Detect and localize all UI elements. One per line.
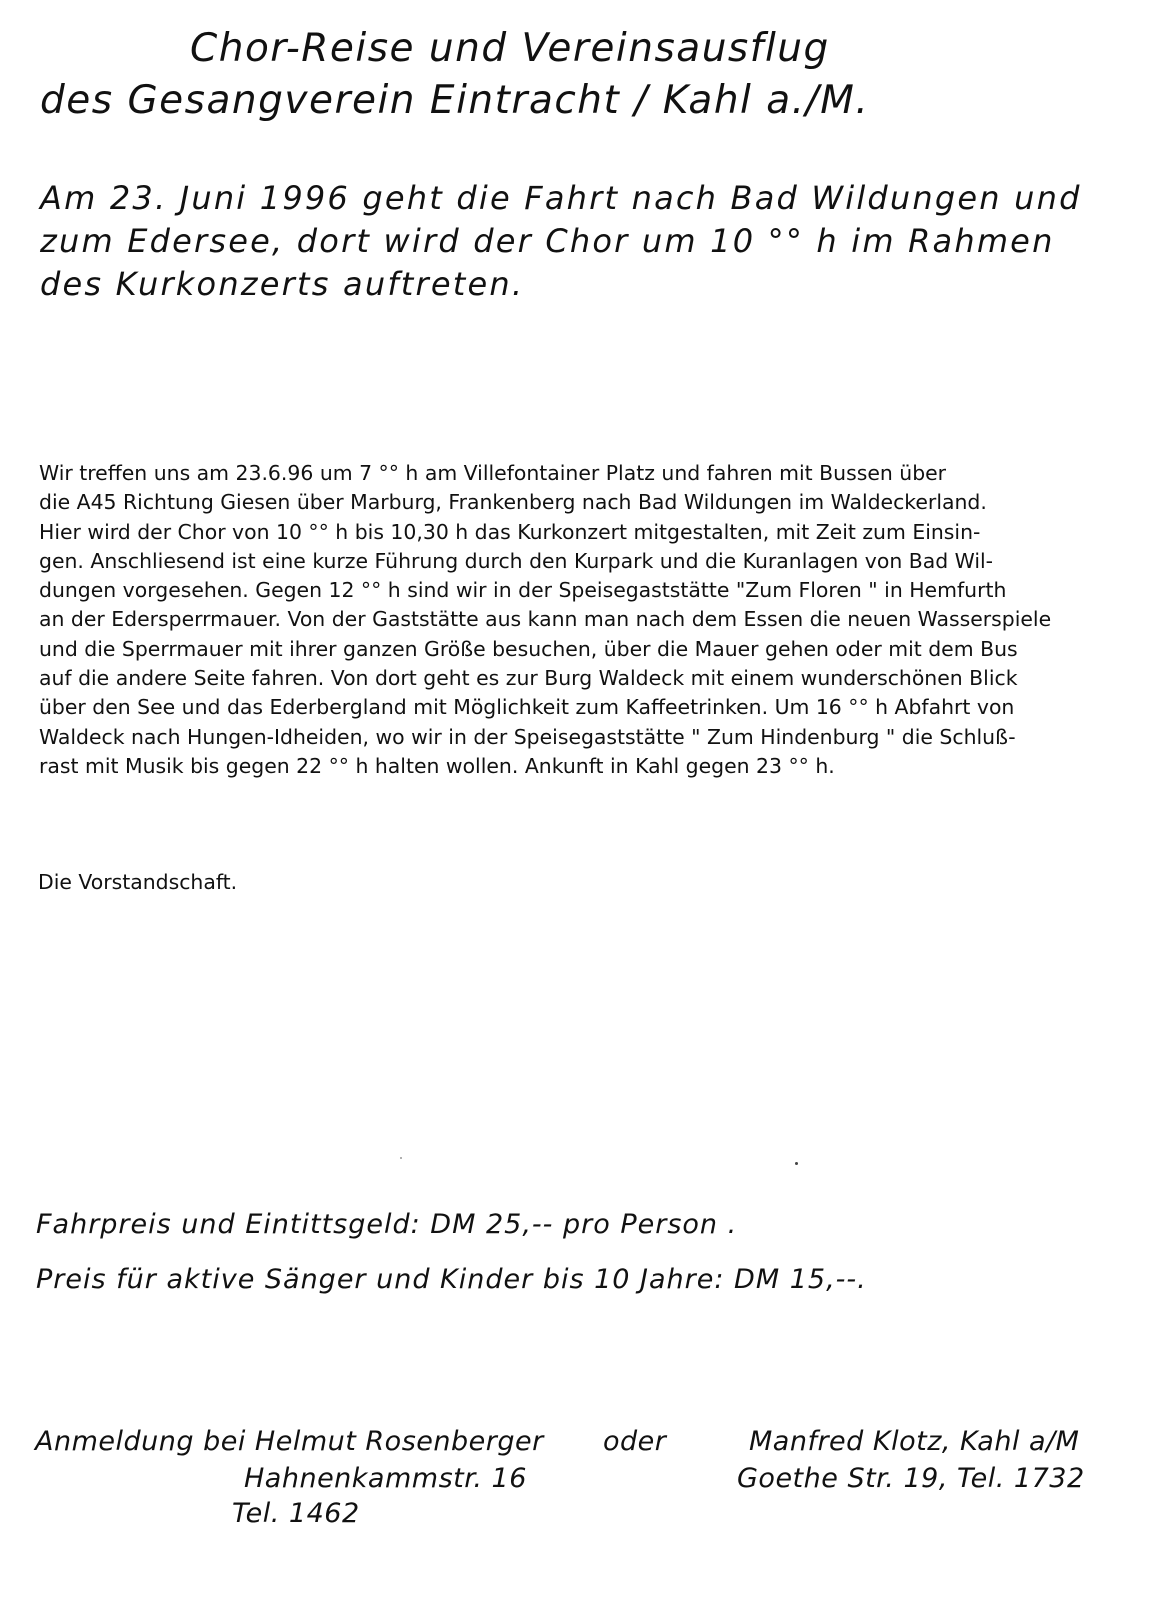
contact-separator: oder [603,1426,667,1457]
itinerary-line: über den See und das Ederbergland mit Möglichkeit zum Kaffeetrinken. Um 16 °° h Abfahrt von [39,695,1015,720]
document-title-line-1: Chor-Reise und Vereinsausflug [190,26,830,71]
intro-line-2: zum Edersee, dort wird der Chor um 10 °° h im Rahmen [40,222,1055,260]
contact-right-address: Goethe Str. 19, Tel. 1732 [737,1463,1085,1494]
itinerary-line: gen. Anschliesend ist eine kurze Führung durch den Kurpark und die Kuranlagen von Bad Wil- [39,548,994,573]
contact-left-phone: Tel. 1462 [232,1498,360,1529]
intro-line-1: Am 23. Juni 1996 geht die Fahrt nach Bad Wildungen und [40,179,1082,217]
contact-left-street: Hahnenkammstr. 16 [244,1463,527,1494]
scan-speck [795,1162,798,1165]
itinerary-line: dungen vorgesehen. Gegen 12 °° h sind wir in der Speisegaststätte "Zum Floren " in Hemfurth [39,578,1007,603]
price-line-reduced: Preis für aktive Sänger und Kinder bis 10 Jahre: DM 15,--. [36,1264,867,1295]
itinerary-line: und die Sperrmauer mit ihrer ganzen Größe besuchen, über die Mauer gehen oder mit dem Bus [39,636,1018,661]
contact-right-name: Manfred Klotz, Kahl a/M [749,1426,1080,1457]
itinerary-line: Wir treffen uns am 23.6.96 um 7 °° h am Villefontainer Platz und fahren mit Bussen über [39,461,947,485]
itinerary-line: Waldeck nach Hungen-Idheiden, wo wir in der Speisegaststätte " Zum Hindenburg " die Schluß- [39,724,1016,749]
intro-line-3: des Kurkonzerts auftreten. [40,265,525,303]
itinerary-paragraph [39,459,1129,781]
itinerary-line: Hier wird der Chor von 10 °° h bis 10,30 h das Kurkonzert mitgestalten, mit Zeit zum Einsin- [39,519,981,544]
contact-left-name: Anmeldung bei Helmut Rosenberger [35,1426,544,1457]
document-title-line-2: des Gesangverein Eintracht / Kahl a./M. [40,78,870,123]
price-line-regular: Fahrpreis und Eintittsgeld: DM 25,-- pro Person . [36,1209,738,1240]
signature: Die Vorstandschaft. [38,870,238,894]
itinerary-line: rast mit Musik bis gegen 22 °° h halten wollen. Ankunft in Kahl gegen 23 °° h. [39,753,835,778]
itinerary-line: auf die andere Seite fahren. Von dort geht es zur Burg Waldeck mit einem wunderschönen Blick [39,666,1018,691]
itinerary-line: an der Edersperrmauer. Von der Gaststätte aus kann man nach dem Essen die neuen Wasserspiele [39,607,1052,632]
itinerary-line: die A45 Richtung Giesen über Marburg, Frankenberg nach Bad Wildungen im Waldeckerland. [39,490,987,515]
scan-speck [400,1157,402,1159]
